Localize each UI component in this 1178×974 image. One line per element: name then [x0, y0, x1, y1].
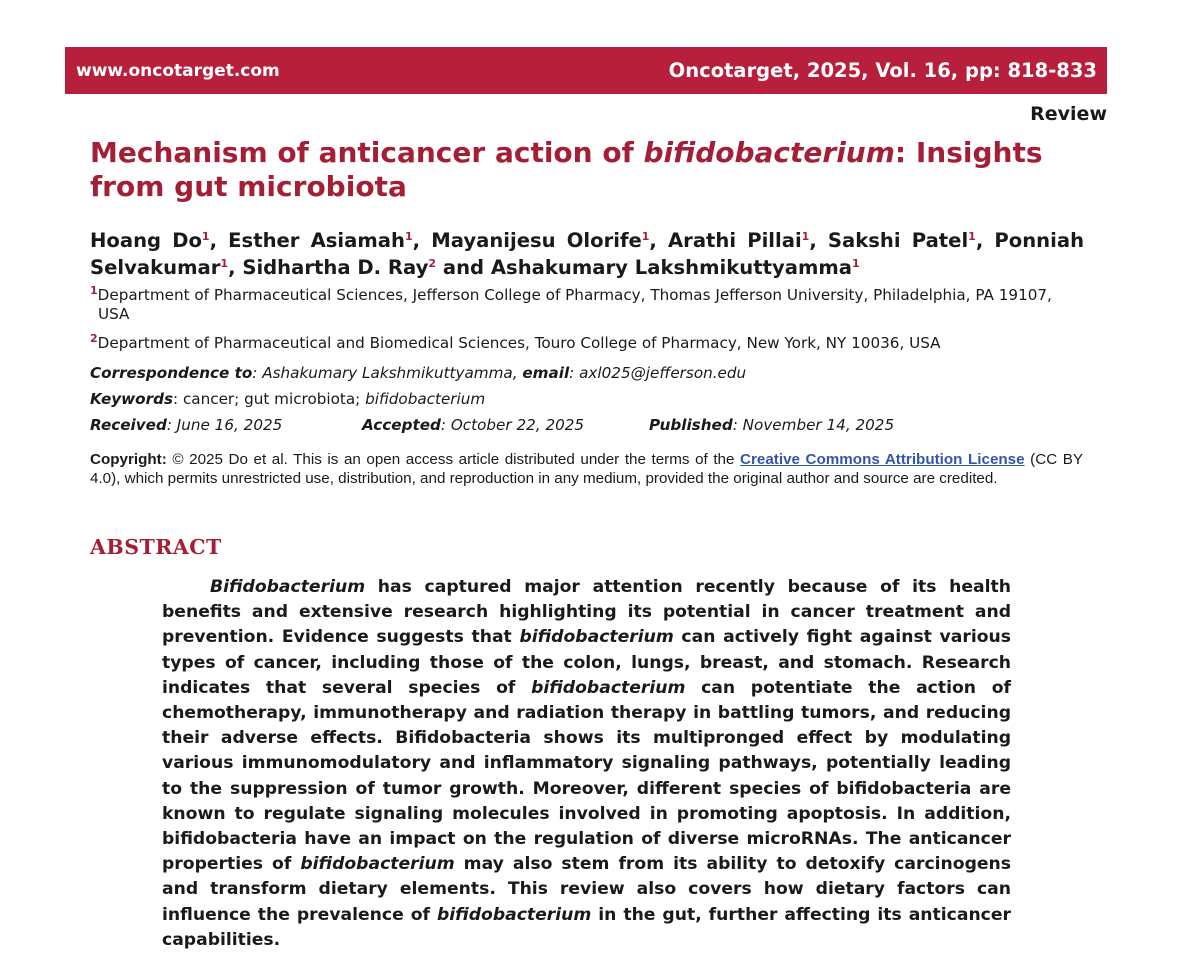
author: Ponniah Selvakumar — [90, 229, 1085, 279]
affiliation-text-continued: USA — [98, 305, 130, 323]
abstract-body — [162, 575, 1011, 953]
author-affiliation-mark: 1 — [201, 230, 210, 243]
affiliation-2 — [90, 334, 1090, 353]
affiliation-1 — [90, 286, 1090, 324]
author-affiliation-mark: 1 — [968, 230, 976, 243]
author-separator: , — [228, 256, 243, 279]
journal-website[interactable]: www.oncotarget.com — [76, 60, 280, 81]
copyright-text-2: (CC BY 4.0), which permits unrestricted use, distribution, and reproduction in any medium, provided the original author and source are credited. — [90, 451, 1084, 487]
author-affiliation-mark: 1 — [801, 230, 810, 243]
author: Arathi Pillai — [668, 229, 802, 252]
author-affiliation-mark: 1 — [404, 230, 413, 243]
abstract-segment: bifidobacterium — [531, 677, 686, 698]
author-separator: and — [436, 256, 491, 279]
author-affiliation-mark: 1 — [852, 257, 860, 270]
received-value: : June 16, 2025 — [166, 416, 283, 434]
affiliation-text: Department of Pharmaceutical Sciences, Jefferson College of Pharmacy, Thomas Jefferson University, Philadelphia, PA 19107, — [97, 286, 1052, 304]
title-part-2: : Insights from gut microbiota — [90, 136, 1043, 203]
copyright-notice — [90, 450, 1083, 488]
keywords-italic: bifidobacterium — [365, 390, 486, 408]
published-date — [649, 416, 894, 434]
article-title — [90, 136, 1100, 204]
author: Sidhartha D. Ray — [242, 256, 429, 279]
affiliation-number: 1 — [90, 284, 98, 297]
abstract-heading: ABSTRACT — [90, 535, 222, 559]
affiliation-text: Department of Pharmaceutical and Biomedical Sciences, Touro College of Pharmacy, New York, NY 10036, USA — [97, 334, 941, 352]
author: Sakshi Patel — [827, 229, 969, 252]
keywords-text: : cancer; gut microbiota; — [173, 390, 366, 408]
author: Ashakumary Lakshmikuttyamma — [490, 256, 853, 279]
title-part-1: Mechanism of anticancer action of — [90, 136, 644, 169]
author-separator: , — [209, 229, 229, 252]
abstract-segment: Bifidobacterium — [210, 577, 366, 597]
author-affiliation-mark: 2 — [428, 257, 437, 270]
abstract-segment: bifidobacterium — [300, 854, 455, 875]
author-affiliation-mark: 1 — [641, 230, 650, 243]
abstract-segment: can actively fight against various types of cancer, including those of the colon, lungs, breast, and stomach. Research indicates that several species of — [162, 627, 1011, 698]
published-value: : November 14, 2025 — [732, 416, 895, 434]
accepted-label: Accepted — [362, 416, 441, 434]
keywords-line — [90, 390, 485, 408]
abstract-segment: can potentiate the action of chemotherapy, immunotherapy and radiation therapy in battling tumors, and reducing their adverse effects. Bifidobacteria shows its multipronged effect by modulating various immunomodulatory and inflammatory signaling pathways, potentially leading to the suppression of tumor growth. Moreover, different species of bifidobacteria are known to regulate signaling molecules involved in promoting apoptosis. In addition, bifidobacteria have an impact on the regulation of diverse microRNAs. The anticancer properties of — [162, 677, 1011, 875]
title-italic: bifidobacterium — [643, 136, 895, 169]
journal-citation: Oncotarget, 2025, Vol. 16, pp: 818-833 — [668, 59, 1097, 82]
copyright-label: Copyright: — [90, 451, 167, 468]
abstract-segment: has captured major attention recently because of its health benefits and extensive research highlighting its potential in cancer treatment and prevention. Evidence suggests that — [162, 577, 1011, 648]
article-type-label: Review — [1030, 103, 1107, 125]
copyright-text-1: © 2025 Do et al. This is an open access article distributed under the terms of the — [166, 451, 741, 468]
abstract-segment: bifidobacterium — [436, 904, 592, 925]
received-label: Received — [90, 416, 167, 434]
author-separator: , — [975, 229, 995, 252]
license-link[interactable]: Creative Commons Attribution License — [740, 451, 1025, 468]
correspondence-email[interactable]: : axl025@jefferson.edu — [569, 364, 747, 382]
abstract-segment: in the gut, further affecting its anticancer capabilities. — [162, 904, 1011, 950]
author: Esther Asiamah — [228, 229, 405, 252]
received-date — [90, 416, 282, 434]
correspondence-label: Correspondence to — [90, 364, 253, 382]
abstract-segment: may also stem from its ability to detoxify carcinogens and transform dietary elements. This review also covers how dietary factors can influence the prevalence of — [162, 854, 1011, 925]
email-label: email — [522, 364, 570, 382]
correspondence-line — [90, 364, 746, 382]
author: Hoang Do — [90, 229, 202, 252]
accepted-date — [362, 416, 584, 434]
author-separator: , — [809, 229, 828, 252]
keywords-label: Keywords — [90, 390, 174, 408]
published-label: Published — [649, 416, 733, 434]
correspondence-name: : Ashakumary Lakshmikuttyamma, — [252, 364, 523, 382]
author: Mayanijesu Olorife — [431, 229, 642, 252]
accepted-value: : October 22, 2025 — [440, 416, 585, 434]
author-list — [90, 227, 1084, 281]
journal-header-bar — [65, 47, 1107, 94]
affiliation-number: 2 — [90, 332, 98, 345]
author-separator: , — [649, 229, 668, 252]
author-separator: , — [412, 229, 432, 252]
author-affiliation-mark: 1 — [220, 257, 229, 270]
abstract-segment: bifidobacterium — [519, 627, 674, 648]
